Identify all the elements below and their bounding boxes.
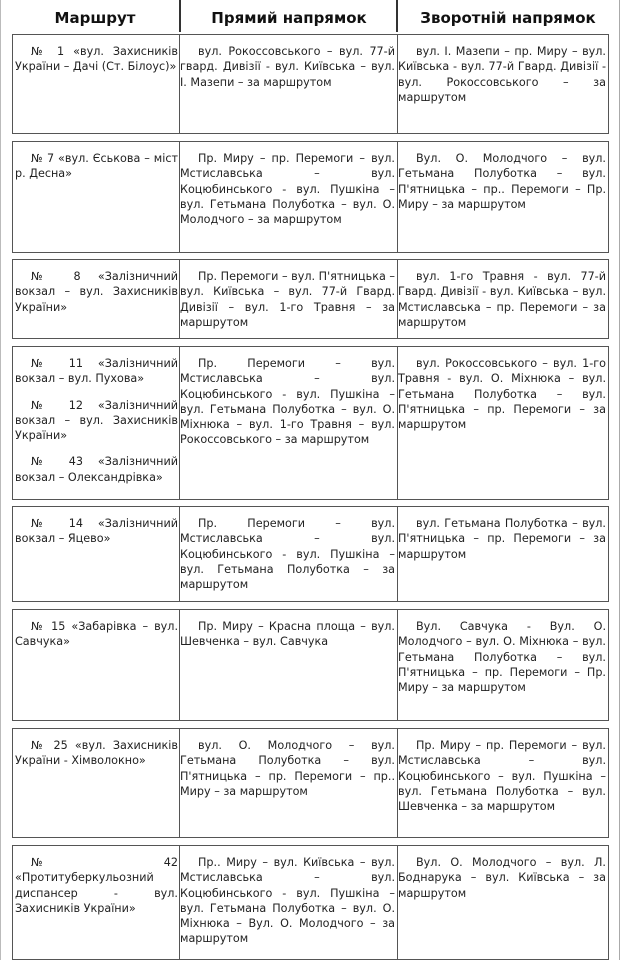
route-name: № 11 «Залізничний вокзал – вул. Пухова» [15, 357, 178, 386]
route-cell [12, 141, 181, 253]
route-name: № 42 «Протитуберкульозний диспансер - вул. Захисників України» [15, 856, 178, 915]
header-divider-left [0, 0, 1, 960]
forward-cell: Пр. Миру – пр. Перемоги – вул. Мстиславська – вул. Коцюбинського - вул. Пушкіна – вул. Гетьмана Полуботка – вул. О. Молодчого – за маршрутом [179, 141, 398, 253]
route-name: № 15 «Забарівка – вул. Савчука» [15, 620, 178, 649]
route-cell [12, 346, 181, 500]
route-cell [12, 845, 181, 960]
header-divider-1 [179, 0, 181, 32]
route-cell [12, 609, 181, 721]
forward-cell: Пр. Миру – Красна площа – вул. Шевченка – вул. Савчука [179, 609, 398, 721]
forward-cell: Пр. Перемоги – вул. Мстиславська – вул. Коцюбинського - вул. Пушкіна – вул. Гетьмана Полуботка – вул. О. Міхнюка – вул. 1-го Травня – вул. Рокоссовського – за маршрутом [179, 346, 398, 500]
header-forward: Прямий напрямок [211, 9, 367, 27]
forward-cell: вул. Рокоссовського – вул. 77-й гвард. Дивізії - вул. Київська – вул. І. Мазепи – за маршрутом [179, 34, 398, 134]
route-name: № 25 «вул. Захисників України - Хімволокно» [15, 739, 178, 768]
reverse-cell: Вул. Савчука - Вул. О. Молодчого – вул. О. Міхнюка – вул. Гетьмана Полуботка – вул. П'ятницька – пр. Перемоги – Пр. Миру – за маршрутом [397, 609, 609, 721]
reverse-cell: Вул. О. Молодчого – вул. Гетьмана Полуботка – вул. П'ятницька – пр.. Перемоги – Пр. Миру – за маршрутом [397, 141, 609, 253]
reverse-cell: вул. Гетьмана Полуботка – вул. П'ятницька – пр. Перемоги – за маршрутом [397, 506, 609, 602]
reverse-cell: Пр. Миру – пр. Перемоги – вул. Мстиславська – вул. Коцюбинського – вул. Пушкіна – вул. Гетьмана Полуботка – вул. Шевченка – за маршрутом [397, 728, 609, 838]
route-name: № 7 «вул. Єськова – міст р. Десна» [15, 152, 178, 181]
route-cell [12, 506, 181, 602]
header-reverse: Зворотній напрямок [420, 9, 596, 27]
route-cell [12, 728, 181, 838]
route-name: № 12 «Залізничний вокзал – вул. Захисників України» [15, 398, 178, 443]
reverse-cell: вул. 1-го Травня - вул. 77-й Гвард. Дивізії - вул. Київська – вул. Мстиславська – пр. Перемоги – за маршрутом [397, 259, 609, 339]
header-divider-2 [396, 0, 398, 32]
header-divider-right [619, 0, 620, 960]
header-route: Маршрут [54, 9, 136, 27]
forward-cell: Пр.. Миру – вул. Київська – вул. Мстиславська – вул. Коцюбинського - вул. Пушкіна – вул. Гетьмана Полуботка – вул. О. Міхнюка – Вул. О. Молодчого – за маршрутом [179, 845, 398, 960]
reverse-cell: вул. І. Мазепи – пр. Миру – вул. Київська - вул. 77-й Гвард. Дивізії - вул. Рокоссовського – за маршрутом [397, 34, 609, 134]
route-name: № 43 «Залізничний вокзал – Олександрівка» [15, 455, 178, 484]
route-cell [12, 259, 181, 339]
route-name: № 14 «Залізничний вокзал – Яцево» [15, 517, 178, 546]
route-name: № 8 «Залізничний вокзал – вул. Захисників України» [15, 270, 178, 314]
forward-cell: Пр. Перемоги – вул. П'ятницька – вул. Київська – вул. 77-й Гвард. Дивізії – вул. 1-го Травня – за маршрутом [179, 259, 398, 339]
forward-cell: вул. О. Молодчого – вул. Гетьмана Полуботка – вул. П'ятницька – пр. Перемоги – пр.. Миру – за маршрутом [179, 728, 398, 838]
route-name: № 1 «вул. Захисників України – Дачі (Ст. Білоус)» [15, 45, 178, 74]
reverse-cell: Вул. О. Молодчого – вул. Л. Боднарука – вул. Київська – за маршрутом [397, 845, 609, 960]
route-cell [12, 34, 181, 134]
reverse-cell: вул. Рокоссовського – вул. 1-го Травня - вул. О. Міхнюка – вул. Гетьмана Полуботка – вул. П'ятницька – пр. Перемоги – за маршрутом [397, 346, 609, 500]
forward-cell: Пр. Перемоги – вул. Мстиславська – вул. Коцюбинського - вул. Пушкіна – вул. Гетьмана Полуботка – за маршрутом [179, 506, 398, 602]
